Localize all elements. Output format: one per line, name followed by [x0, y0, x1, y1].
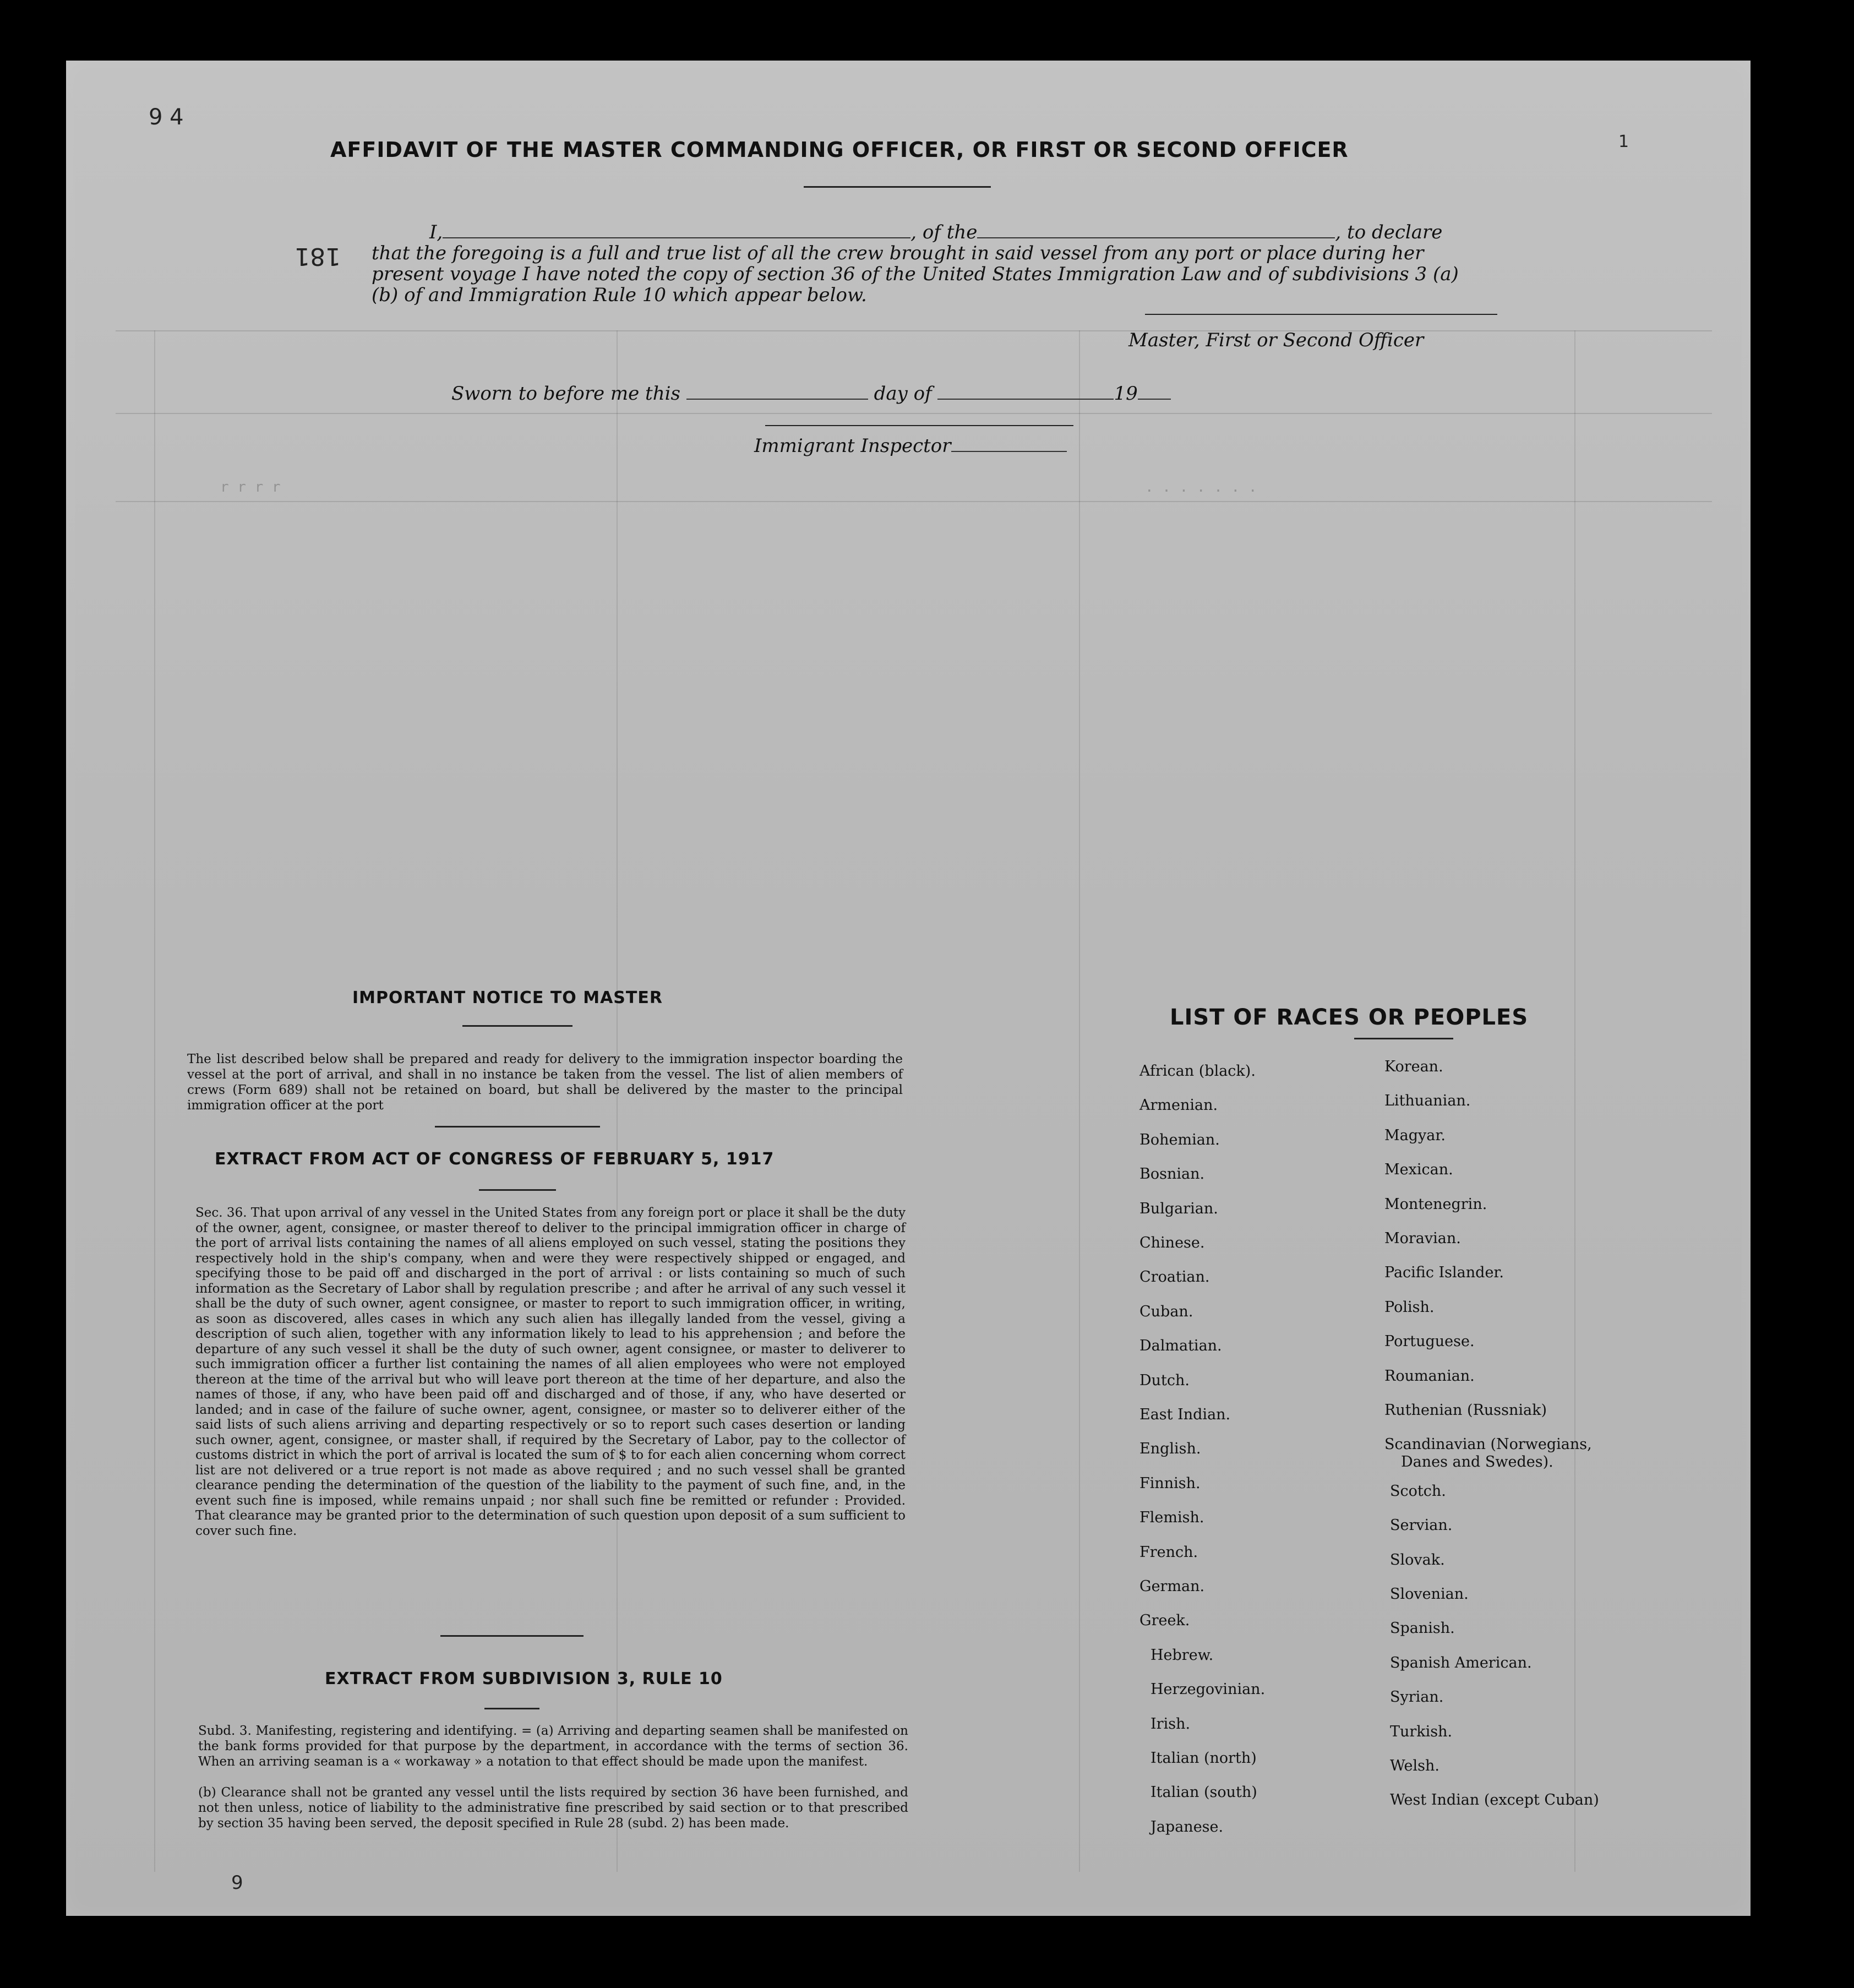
race-right-item: Scotch. — [1390, 1482, 1446, 1500]
subdivision-title: EXTRACT FROM SUBDIVISION 3, RULE 10 — [325, 1669, 723, 1689]
subdivision-text-a: Subd. 3. Manifesting, registering and identifying. = (a) Arriving and departing seamen shall be manifested on the bank forms provided for that purpose by the department, in accordance with the terms of section 36. When an arriving seaman is a « workaway » a notation to that effect should be made upon the manifest. — [198, 1724, 908, 1769]
race-left-item: Dalmatian. — [1139, 1337, 1222, 1355]
race-left-item: East Indian. — [1139, 1406, 1231, 1423]
race-left-item: Croatian. — [1139, 1268, 1210, 1286]
race-right-item: Magyar. — [1384, 1126, 1446, 1144]
subdivision-text-b: (b) Clearance shall not be granted any vessel until the lists required by section 36 have been furnished, and not then unless, notice of liability to the administrative fine prescribed by said section or to that prescribed by section 35 having been served, the deposit specified in Rule 28 (subd. 2) has been made. — [198, 1785, 908, 1831]
act-bottom-rule — [440, 1635, 584, 1637]
race-right-item: Pacific Islander. — [1384, 1264, 1504, 1282]
race-right-item: Korean. — [1384, 1058, 1443, 1075]
race-left-item: English. — [1139, 1440, 1201, 1458]
affidavit-line1-prefix: I, — [429, 221, 443, 243]
signature-label: Master, First or Second Officer — [1128, 329, 1424, 351]
affidavit-title: AFFIDAVIT OF THE MASTER COMMANDING OFFICER, OR FIRST OR SECOND OFFICER — [330, 138, 1349, 162]
race-right-item: Mexican. — [1384, 1161, 1453, 1179]
race-left-item: French. — [1139, 1543, 1198, 1561]
sworn-year: 19 — [1114, 383, 1138, 405]
affidavit-line3: present voyage I have noted the copy of section 36 of the United States Immigration Law and of subdivisions 3 (a) — [372, 263, 1459, 285]
affidavit-rule — [804, 186, 991, 188]
race-left-item: Bohemian. — [1139, 1131, 1220, 1148]
race-right-item: Portuguese. — [1384, 1333, 1475, 1350]
affidavit-line1-suffix: , to declare — [1335, 221, 1443, 243]
notice-bottom-rule — [435, 1126, 600, 1128]
race-right-item: Turkish. — [1390, 1723, 1453, 1740]
races-rule — [1354, 1038, 1453, 1039]
notice-rule — [462, 1025, 572, 1027]
race-left-item: Bosnian. — [1139, 1165, 1205, 1183]
race-left-item: Bulgarian. — [1139, 1200, 1218, 1217]
race-left-item: Flemish. — [1139, 1509, 1204, 1527]
race-right-item: Danes and Swedes). — [1401, 1453, 1553, 1471]
signature-line — [1145, 314, 1497, 315]
page-number: 1 — [1618, 132, 1629, 151]
race-left-item: Hebrew. — [1150, 1646, 1214, 1664]
subdivision-rule — [484, 1708, 539, 1709]
race-right-item: Spanish American. — [1390, 1654, 1532, 1671]
sworn-day: day of — [874, 383, 932, 405]
race-right-item: West Indian (except Cuban) — [1390, 1791, 1599, 1809]
document-page: r r r r . . . . . . . 9 4 181 1 9 AFFIDAVIT OF THE MASTER COMMANDING OFFICER, OR FIRST OR SECOND OFFICER I, , of the , to declare that the foregoing is a full and true list of all the crew brought in said vessel from any port or place during her present voyage I have noted the copy of section 36 of the United States Immigration Law and of subdivisions 3 (a) (b) of and Immigration Rule 10 which appear below. Master, First or Second Officer Sworn to before me this day of 19 Immigrant Inspector IMPORTANT NOTICE TO MASTER The list described below shall be prepared and ready for delivery to the immigration inspector boarding the vessel at the port of arrival, and shall in no instance be taken from the vessel. The list of alien members of crews (Form 689) shall not be retained on board, but shall be delivered by the master to the principal immigration officer at the port EXTRACT FROM ACT OF CONGRESS OF FEBRUARY 5, 1917 Sec. 36. That upon arrival of any vessel in the United States from any foreign port or place it shall be the duty of the owner, agent, consignee, or master thereof to deliver to the principal immigration officer in charge of the port of arrival lists containing the names of all aliens employed on such vessel, stating the positions they respectively hold in the ship's company, when and were they were respectively shipped or engaged, and specifying those to be paid off and discharged in the port of arrival : or lists containing so much of such information as the Secretary of Labor shall by regulation prescribe ; and after he arrival of any such vessel it shall be the duty of such owner, agent consignee, or master to report to such immigration officer, in writing, as soon as discovered, alles cases in which any such alien has illegally landed from the vessel, giving a description of such alien, together with any information likely to lead to his apprehension ; and before the departure of any such vessel it shall be the duty of such owner, agent consignee, or master to deliverer to such immigration officer a further list containing the names of all alien employees who were not employed thereon at the time of the arrival but who will leave port thereon at the time of her departure, and also the names of those, if any, who have been paid off and discharged and of those, if any, who have deserted or landed; and in case of the failure of suche owner, agent, consignee, or master so to deliverer either of the said lists of such aliens arriving and departing respectively or so to report such cases desertion or landing such owner, agent, consignee, or master shall, if required by the Secretary of Labor, pay to the collector of customs district in which the port of arrival is located the sum of $ to for each alien concerning whom correct list are not delivered or a true report is not made as above required ; and no such vessel shall be granted clearance pending the determination of the question of the liability to the payment of such fine, and, in the event such fine is imposed, while remains unpaid ; nor shall such fine be remitted or refunder : Provided. That clearance may be granted prior to the determination of such question upon deposit of a sum sufficient to cover such fine. EXTRACT FROM SUBDIVISION 3, RULE 10 Subd. 3. Manifesting, registering and identifying. = (a) Arriving and departing seamen shall be manifested on the bank forms provided for that purpose by the department, in accordance with the terms of section 36. When an arriving seaman is a « workaway » a notation to that effect should be made upon the manifest. (b) Clearance shall not be granted any vessel until the lists required by section 36 have been furnished, and not then unless, notice of liability to the administrative fine prescribed by said section or to that prescribed by section 35 having been served, the deposit specified in Rule 28 (subd. 2) has been made. LIST OF RACES OR PEOPLES African (black). Armenian. Bohemian. Bosnian. Bulgarian. Chinese. Croatian. Cuban. Dalmatian. Dutch. East Indian. English. Finnish. Flemish. French. German. Greek. Hebrew. Herzegovinian. Irish. Italian (north) Italian (south) Japanese. Korean. Lithuanian. Magyar. Mexican. Montenegrin. Moravian. Pacific Islander. Polish. Portuguese. Roumanian. Ruthenian (Russniak) Scandinavian (Norwegians, Danes and Swedes). Scotch. Servian. Slovak. Slovenian. Spanish. Spanish American. Syrian. Turkish. Welsh. West Indian (except Cuban) — [66, 61, 1751, 1916]
stamp-number: 181 — [295, 242, 341, 270]
race-left-item: German. — [1139, 1578, 1205, 1595]
notice-title: IMPORTANT NOTICE TO MASTER — [352, 988, 663, 1007]
race-left-item: Cuban. — [1139, 1303, 1193, 1320]
inspector-top-line — [765, 425, 1073, 426]
act-rule — [479, 1189, 556, 1191]
race-right-item: Polish. — [1384, 1298, 1435, 1316]
act-title: EXTRACT FROM ACT OF CONGRESS OF FEBRUARY 5, 1917 — [215, 1150, 775, 1169]
race-right-item: Moravian. — [1384, 1230, 1461, 1247]
race-left-item: Japanese. — [1150, 1818, 1224, 1836]
race-left-item: Chinese. — [1139, 1234, 1205, 1251]
affidavit-line1-middle: , of the — [910, 221, 978, 243]
race-right-item: Ruthenian (Russniak) — [1384, 1402, 1547, 1419]
race-right-item: Spanish. — [1390, 1620, 1455, 1637]
corner-mark: 9 4 — [149, 105, 184, 130]
notice-text: The list described below shall be prepared and ready for delivery to the immigration inspector boarding the vessel at the port of arrival, and shall in no instance be taken from the vessel. The list of alien members of crews (Form 689) shall not be retained on board, but shall be delivered by the master to the principal immigration officer at the port — [187, 1052, 903, 1113]
race-right-item: Lithuanian. — [1384, 1092, 1471, 1110]
affidavit-line2: that the foregoing is a full and true list of all the crew brought in said vessel from any port or place during her — [372, 242, 1424, 264]
race-left-item: Greek. — [1139, 1612, 1190, 1630]
race-right-item: Scandinavian (Norwegians, — [1384, 1436, 1592, 1453]
races-title: LIST OF RACES OR PEOPLES — [1170, 1005, 1529, 1030]
race-right-item: Slovenian. — [1390, 1586, 1469, 1603]
race-right-item: Slovak. — [1390, 1551, 1445, 1568]
race-left-item: African (black). — [1139, 1063, 1256, 1080]
sworn-line — [451, 383, 1171, 405]
bottom-mark: 9 — [231, 1872, 243, 1894]
race-left-item: Italian (south) — [1150, 1784, 1257, 1801]
inspector-line — [754, 435, 1067, 457]
race-right-item: Montenegrin. — [1384, 1195, 1487, 1213]
race-right-item: Servian. — [1390, 1517, 1453, 1534]
race-left-item: Armenian. — [1139, 1097, 1218, 1114]
affidavit-line1 — [429, 221, 1442, 243]
race-left-item: Italian (north) — [1150, 1750, 1257, 1767]
sworn-prefix: Sworn to before me this — [451, 383, 680, 405]
race-left-item: Finnish. — [1139, 1474, 1201, 1492]
race-left-item: Dutch. — [1139, 1371, 1190, 1389]
affidavit-line4: (b) of and Immigration Rule 10 which appear below. — [372, 284, 867, 306]
inspector-label: Immigrant Inspector — [754, 435, 951, 457]
race-left-item: Herzegovinian. — [1150, 1681, 1266, 1698]
race-right-item: Syrian. — [1390, 1689, 1444, 1706]
race-right-item: Welsh. — [1390, 1757, 1439, 1774]
race-left-item: Irish. — [1150, 1715, 1191, 1733]
race-right-item: Roumanian. — [1384, 1367, 1475, 1385]
act-text: Sec. 36. That upon arrival of any vessel in the United States from any foreign port or place it shall be the duty of the owner, agent, consignee, or master thereof to deliver to the principal immigration officer in charge of the port of arrival lists containing the names of all aliens employed on such vessel, stating the positions they respectively hold in the ship's company, when and were they were respectively shipped or engaged, and specifying those to be paid off and discharged in the port of arrival : or lists containing so much of such information as the Secretary of Labor shall by regulation prescribe ; and after he arrival of any such vessel it shall be the duty of such owner, agent consignee, or master to report to such immigration officer, in writing, as soon as discovered, alles cases in which any such alien has illegally landed from the vessel, giving a description of such alien, together with any information likely to lead to his apprehension ; and before the departure of any such vessel it shall be the duty of such owner, agent consignee, or master to deliverer to such immigration officer a further list containing the names of all alien employees who were not employed thereon at the time of the arrival but who will leave port thereon at the time of her departure, and also the names of those, if any, who have been paid off and discharged and of those, if any, who have deserted or landed; and in case of the failure of suche owner, agent, consignee, or master so to deliverer either of the said lists of such aliens arriving and departing respectively or so to report such cases desertion or landing such owner, agent, consignee, or master shall, if required by the Secretary of Labor, pay to the collector of customs district in which the port of arrival is located the sum of $ to for each alien concerning whom correct list are not delivered or a true report is not made as above required ; and no such vessel shall be granted clearance pending the determination of the question of the liability to the payment of such fine, and, in the event such fine is imposed, while remains unpaid ; nor shall such fine be remitted or refunder : Provided. That clearance may be granted prior to the determination of such question upon deposit of a sum sufficient to cover such fine. — [195, 1206, 906, 1538]
